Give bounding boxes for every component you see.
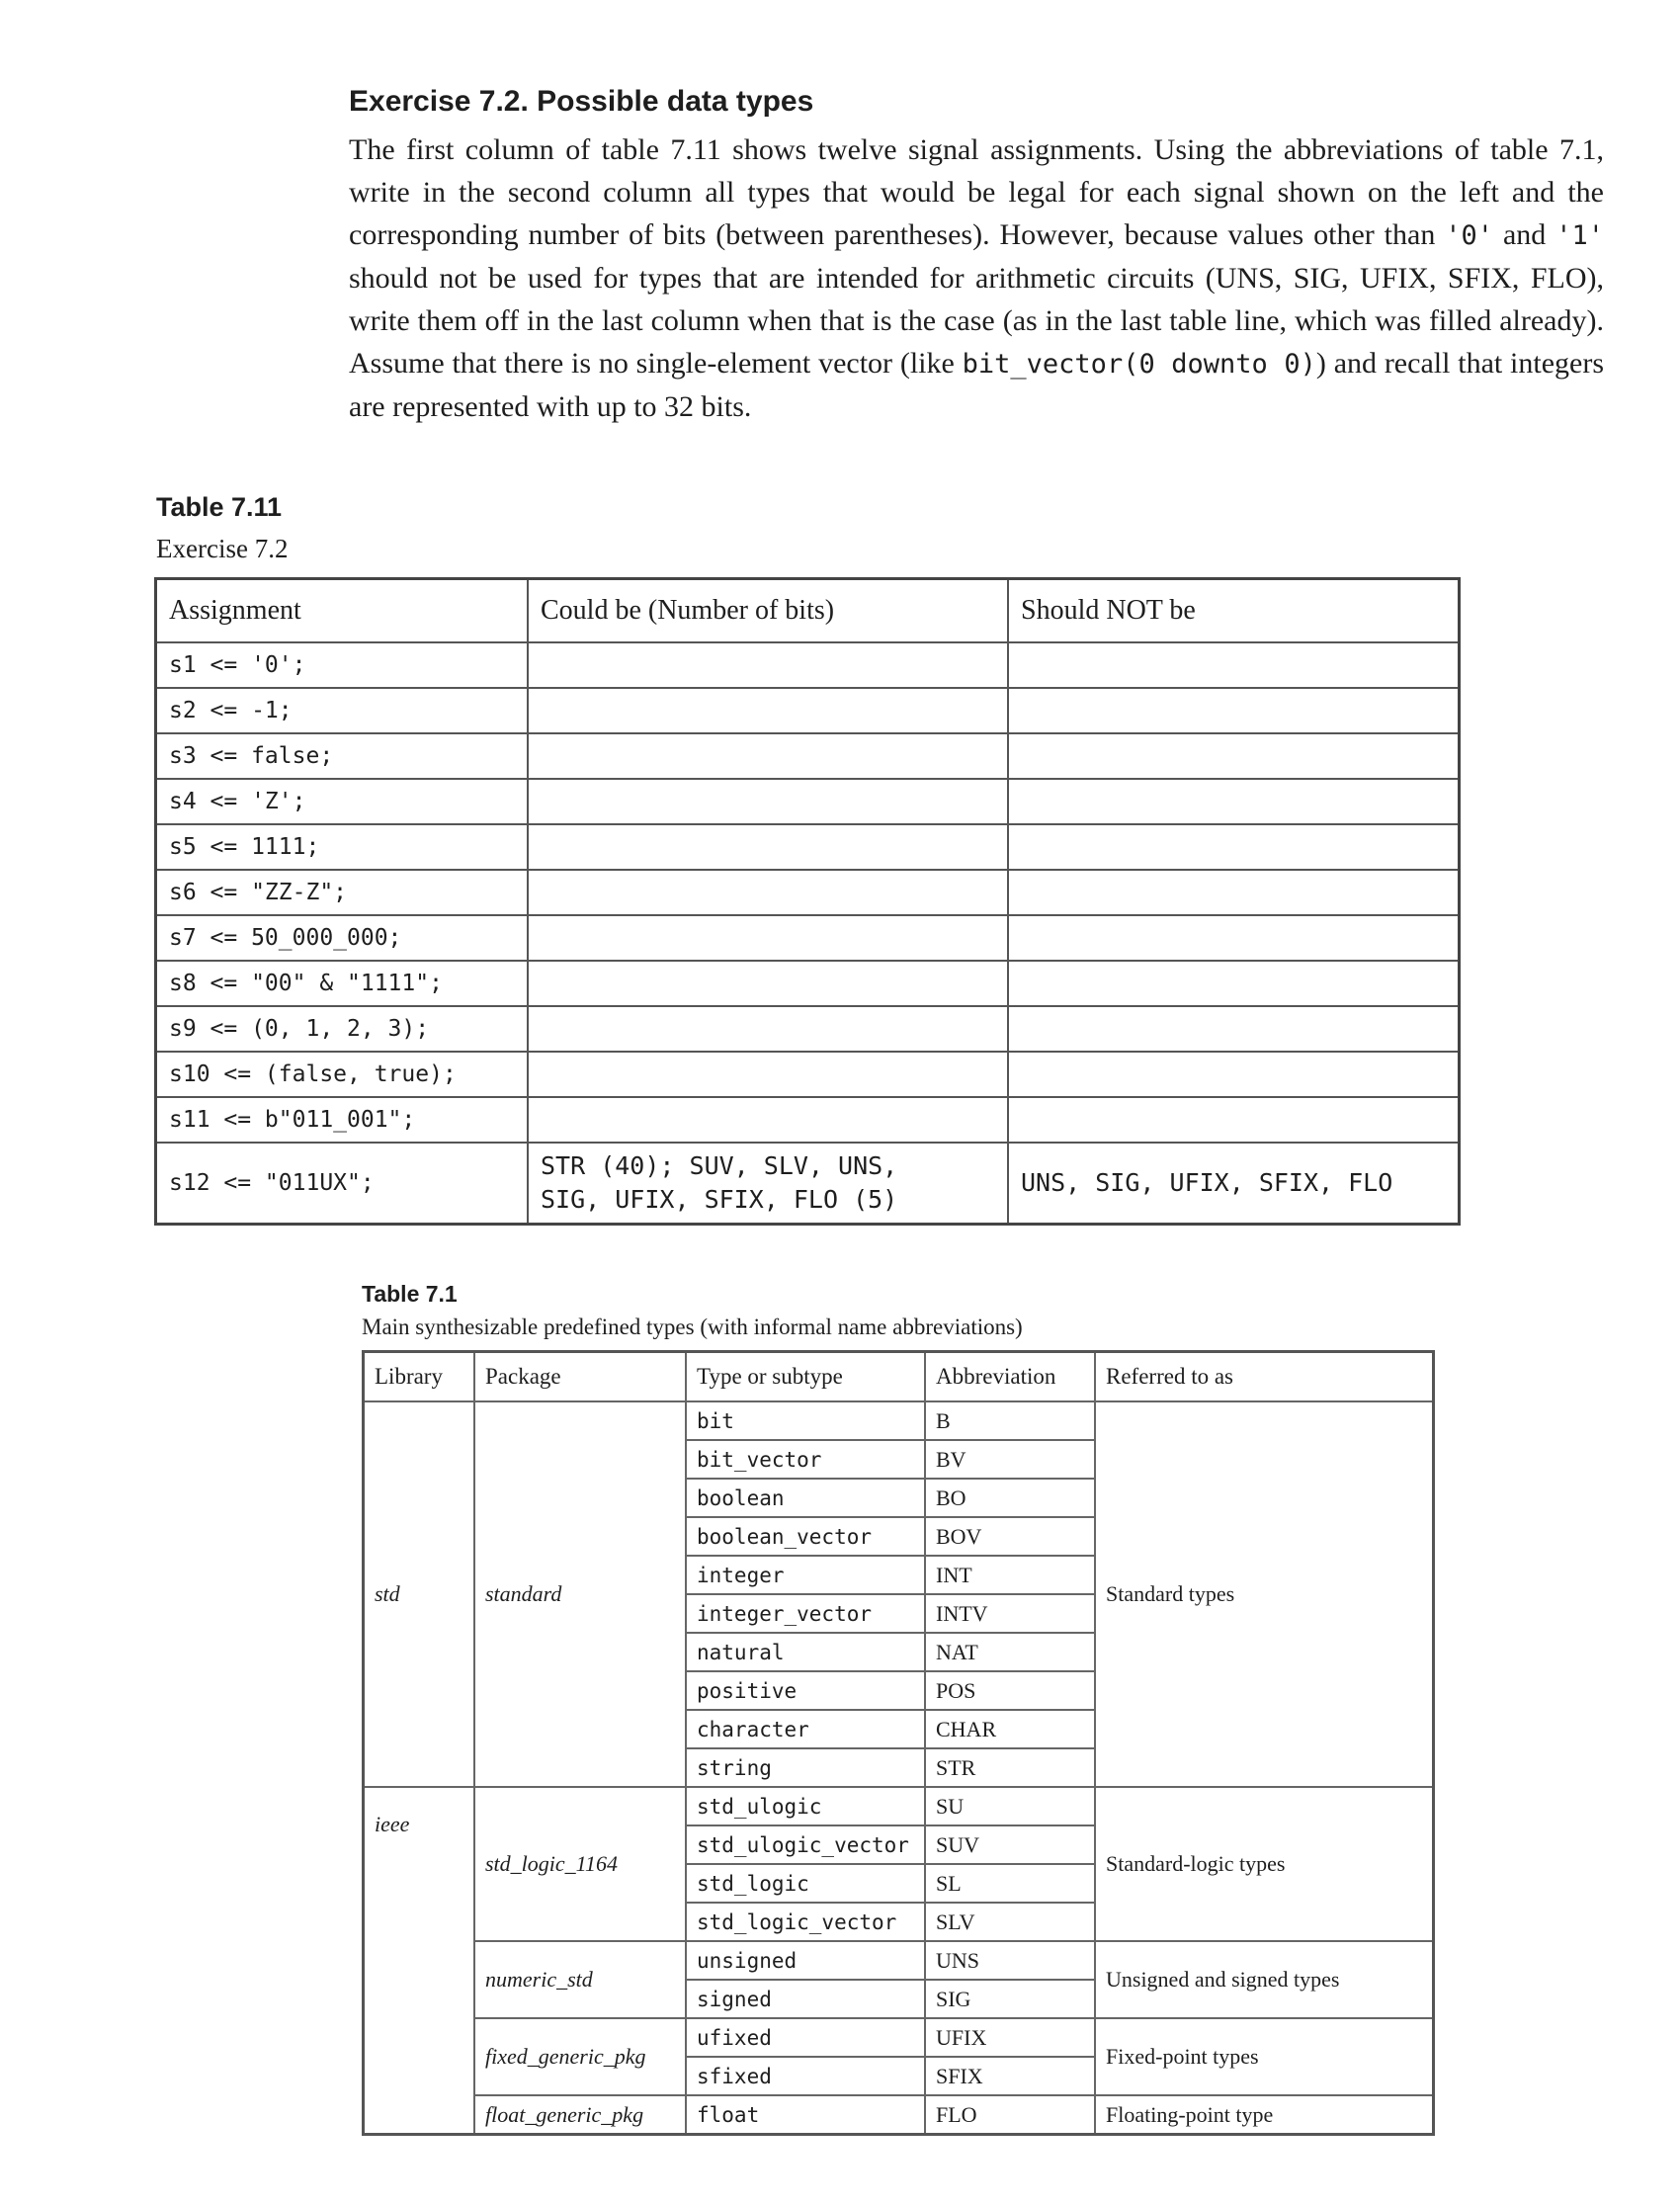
- should-not-cell[interactable]: [1008, 688, 1460, 733]
- assignment-cell: s6 <= "ZZ-Z";: [156, 870, 529, 915]
- assignment-cell: s4 <= 'Z';: [156, 779, 529, 824]
- abbr-cell: INTV: [925, 1594, 1095, 1633]
- referred-std-logic: Standard-logic types: [1095, 1787, 1434, 1941]
- abbr-cell: SL: [925, 1864, 1095, 1903]
- table-row: [156, 824, 1460, 870]
- should-not-cell[interactable]: [1008, 961, 1460, 1006]
- table-711-caption: Exercise 7.2: [156, 534, 289, 563]
- table-row: [156, 1052, 1460, 1097]
- abbr-cell: B: [925, 1401, 1095, 1440]
- table-header-row: [156, 579, 1460, 643]
- library-ieee: ieee: [364, 1787, 475, 2135]
- exercise-table: [154, 577, 1461, 1226]
- should-not-cell[interactable]: [1008, 824, 1460, 870]
- types-row: [364, 1401, 1434, 1440]
- type-cell: std_logic_vector: [686, 1903, 925, 1941]
- package-standard: standard: [474, 1401, 686, 1787]
- assignment-cell: s5 <= 1111;: [156, 824, 529, 870]
- table-row: [156, 870, 1460, 915]
- header-should-not: Should NOT be: [1008, 579, 1460, 643]
- should-not-cell[interactable]: [1008, 642, 1460, 688]
- assignment-cell: s7 <= 50_000_000;: [156, 915, 529, 961]
- table-row: [156, 1097, 1460, 1143]
- header-package: Package: [474, 1352, 686, 1402]
- package-float-generic: float_generic_pkg: [474, 2095, 686, 2135]
- assignment-cell: s1 <= '0';: [156, 642, 529, 688]
- abbr-cell: BO: [925, 1479, 1095, 1517]
- could-be-cell[interactable]: [528, 961, 1008, 1006]
- should-not-cell[interactable]: UNS, SIG, UFIX, SFIX, FLO: [1008, 1143, 1460, 1225]
- abbr-cell: FLO: [925, 2095, 1095, 2135]
- package-std-logic-1164: std_logic_1164: [474, 1787, 686, 1941]
- abbr-cell: BV: [925, 1440, 1095, 1479]
- exercise-text-1: The first column of table 7.11 shows twelve signal assignments. Using the abbreviations of table 7.1, write in the second column all types that would be legal for each signal shown on the left and the corresponding number of bits (between parentheses). However, because values other than: [349, 133, 1604, 251]
- could-be-cell[interactable]: [528, 779, 1008, 824]
- could-be-cell[interactable]: [528, 1052, 1008, 1097]
- package-fixed-generic: fixed_generic_pkg: [474, 2018, 686, 2095]
- type-cell: boolean: [686, 1479, 925, 1517]
- type-cell: std_ulogic_vector: [686, 1825, 925, 1864]
- could-be-cell[interactable]: [528, 688, 1008, 733]
- type-cell: integer_vector: [686, 1594, 925, 1633]
- header-could-be: Could be (Number of bits): [528, 579, 1008, 643]
- should-not-cell[interactable]: [1008, 733, 1460, 779]
- could-be-cell[interactable]: [528, 915, 1008, 961]
- type-cell: character: [686, 1710, 925, 1748]
- table-71-label: Table 7.1: [362, 1281, 458, 1307]
- table-row: [156, 642, 1460, 688]
- table-row: [156, 733, 1460, 779]
- exercise-text-2: should not be used for types that are intended for arithmetic circuits (UNS, SIG, UFIX, SFIX, FLO), write them off in the last column when that is the case (as in the last table line, which was filled already). Assume that there is no single-element vector (like: [349, 262, 1604, 380]
- abbr-cell: POS: [925, 1671, 1095, 1710]
- should-not-cell[interactable]: [1008, 1006, 1460, 1052]
- table-row: [156, 688, 1460, 733]
- assignment-cell: s11 <= b"011_001";: [156, 1097, 529, 1143]
- type-cell: ufixed: [686, 2018, 925, 2057]
- assignment-cell: s9 <= (0, 1, 2, 3);: [156, 1006, 529, 1052]
- header-type: Type or subtype: [686, 1352, 925, 1402]
- types-row: [364, 1787, 1434, 1825]
- package-numeric-std: numeric_std: [474, 1941, 686, 2018]
- table-row: [156, 1006, 1460, 1052]
- exercise-block: [349, 83, 1604, 428]
- type-cell: boolean_vector: [686, 1517, 925, 1556]
- abbr-cell: UFIX: [925, 2018, 1095, 2057]
- types-table: [362, 1350, 1435, 2136]
- abbr-cell: UNS: [925, 1941, 1095, 1980]
- type-cell: unsigned: [686, 1941, 925, 1980]
- table-71-caption: Main synthesizable predefined types (with informal name abbreviations): [362, 1315, 1023, 1339]
- should-not-cell[interactable]: [1008, 779, 1460, 824]
- table-711-label: Table 7.11: [156, 492, 283, 522]
- assignment-cell: s10 <= (false, true);: [156, 1052, 529, 1097]
- could-be-cell[interactable]: [528, 1006, 1008, 1052]
- referred-fixed: Fixed-point types: [1095, 2018, 1434, 2095]
- should-not-cell[interactable]: [1008, 870, 1460, 915]
- could-be-cell[interactable]: [528, 870, 1008, 915]
- library-std: std: [364, 1401, 475, 1787]
- abbr-cell: CHAR: [925, 1710, 1095, 1748]
- type-cell: bit: [686, 1401, 925, 1440]
- should-not-cell[interactable]: [1008, 915, 1460, 961]
- abbr-cell: SFIX: [925, 2057, 1095, 2095]
- could-be-cell[interactable]: [528, 733, 1008, 779]
- exercise-text-and: and: [1493, 218, 1556, 251]
- abbr-cell: INT: [925, 1556, 1095, 1594]
- assignment-cell: s8 <= "00" & "1111";: [156, 961, 529, 1006]
- should-not-cell[interactable]: [1008, 1097, 1460, 1143]
- assignment-cell: s2 <= -1;: [156, 688, 529, 733]
- type-cell: float: [686, 2095, 925, 2135]
- types-row: [364, 2018, 1434, 2057]
- abbr-cell: SU: [925, 1787, 1095, 1825]
- type-cell: std_ulogic: [686, 1787, 925, 1825]
- table-row: [156, 779, 1460, 824]
- referred-numeric: Unsigned and signed types: [1095, 1941, 1434, 2018]
- assignment-cell: s3 <= false;: [156, 733, 529, 779]
- code-vector: bit_vector(0 downto 0): [962, 349, 1316, 380]
- header-assignment: Assignment: [156, 579, 529, 643]
- could-be-cell[interactable]: [528, 824, 1008, 870]
- should-not-cell[interactable]: [1008, 1052, 1460, 1097]
- could-be-line-2: SIG, UFIX, SFIX, FLO (5): [541, 1185, 898, 1214]
- abbr-cell: SUV: [925, 1825, 1095, 1864]
- referred-standard: Standard types: [1095, 1401, 1434, 1787]
- type-cell: bit_vector: [686, 1440, 925, 1479]
- header-library: Library: [364, 1352, 475, 1402]
- could-be-cell[interactable]: [528, 642, 1008, 688]
- type-cell: string: [686, 1748, 925, 1787]
- header-referred: Referred to as: [1095, 1352, 1434, 1402]
- code-one: '1': [1555, 220, 1604, 251]
- type-cell: integer: [686, 1556, 925, 1594]
- could-be-line-1: STR (40); SUV, SLV, UNS,: [541, 1151, 898, 1180]
- table-row: [156, 961, 1460, 1006]
- type-cell: signed: [686, 1980, 925, 2018]
- abbr-cell: BOV: [925, 1517, 1095, 1556]
- abbr-cell: SIG: [925, 1980, 1095, 2018]
- abbr-cell: STR: [925, 1748, 1095, 1787]
- could-be-cell[interactable]: [528, 1143, 1008, 1225]
- types-row: [364, 2095, 1434, 2135]
- types-header-row: [364, 1352, 1434, 1402]
- type-cell: positive: [686, 1671, 925, 1710]
- exercise-body: [349, 128, 1604, 428]
- type-cell: natural: [686, 1633, 925, 1671]
- abbr-cell: NAT: [925, 1633, 1095, 1671]
- table-row: [156, 915, 1460, 961]
- could-be-cell[interactable]: [528, 1097, 1008, 1143]
- type-cell: std_logic: [686, 1864, 925, 1903]
- table-row: [156, 1143, 1460, 1225]
- type-cell: sfixed: [686, 2057, 925, 2095]
- exercise-text-3: ) and recall that integers are represented with up to 32 bits.: [349, 347, 1604, 423]
- abbr-cell: SLV: [925, 1903, 1095, 1941]
- referred-float: Floating-point type: [1095, 2095, 1434, 2135]
- exercise-title: Exercise 7.2. Possible data types: [349, 85, 814, 118]
- header-abbreviation: Abbreviation: [925, 1352, 1095, 1402]
- assignment-cell: s12 <= "011UX";: [156, 1143, 529, 1225]
- types-row: [364, 1941, 1434, 1980]
- code-zero: '0': [1445, 220, 1494, 251]
